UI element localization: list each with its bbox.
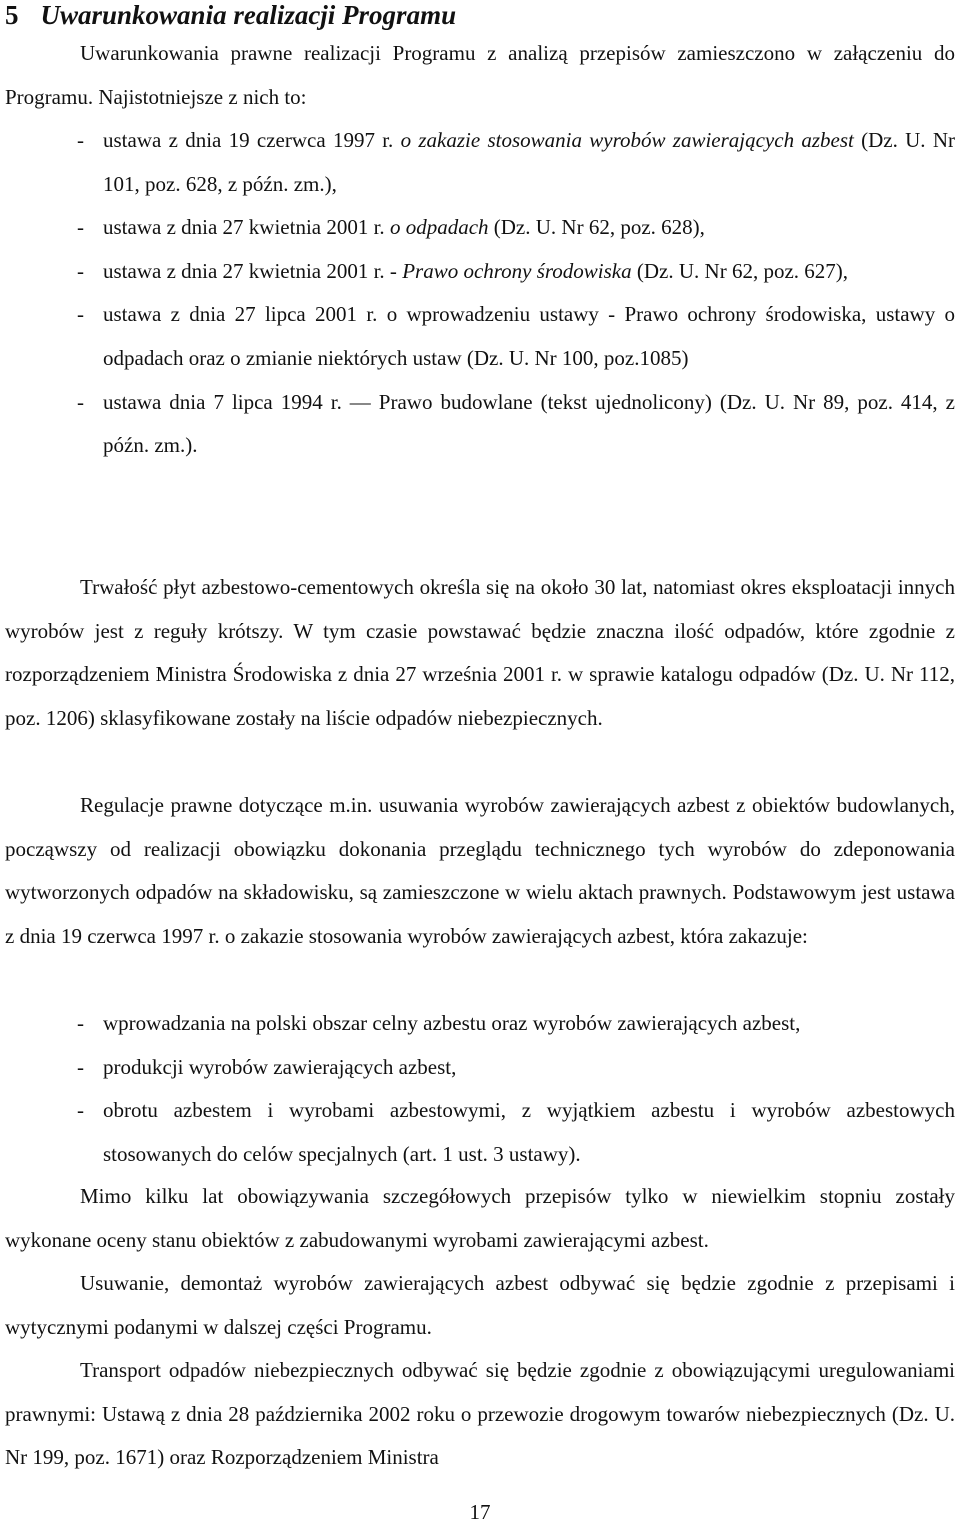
list-dash: -	[77, 1054, 84, 1079]
list-dash: -	[77, 215, 84, 240]
list-item: - obrotu azbestem i wyrobami azbestowymi, z wyjątkiem azbestu i wyrobów azbestowych stosowanych do celów specjalnych (art. 1 ust. 3 ustawy).	[5, 1089, 955, 1176]
list-dash: -	[77, 389, 84, 414]
list-dash: -	[77, 302, 84, 327]
list-dash: -	[77, 1011, 84, 1035]
section-number: 5	[5, 0, 19, 30]
section-heading	[5, 0, 456, 30]
list-item: - ustawa dnia 7 lipca 1994 r. — Prawo budowlane (tekst ujednolicony) (Dz. U. Nr 89, poz. 414, z późn. zm.).	[5, 381, 955, 468]
list-item: - wprowadzania na polski obszar celny azbestu oraz wyrobów zawierających azbest,	[5, 1002, 955, 1046]
paragraph-transport: Transport odpadów niebezpiecznych odbywać się będzie zgodnie z obowiązującymi uregulowaniami prawnymi: Ustawą z dnia 28 października 2002 roku o przewozie drogowym towarów niebezpiecznych (Dz. U. Nr 199, poz. 1671) oraz Rozporządzeniem Ministra	[5, 1358, 955, 1470]
paragraph-assessments: Mimo kilku lat obowiązywania szczegółowych przepisów tylko w niewielkim stopniu zostały wykonane oceny stanu obiektów z zabudowanymi wyrobami zawierającymi azbest.	[5, 1184, 955, 1252]
intro-paragraph: Uwarunkowania prawne realizacji Programu z analizą przepisów zamieszczono w załączeniu do Programu. Najistotniejsze z nich to:	[5, 41, 955, 109]
list-item: - produkcji wyrobów zawierających azbest,	[5, 1046, 955, 1090]
legal-acts-list	[5, 119, 955, 468]
page-number: 17	[469, 1500, 491, 1524]
paragraph-removal: Usuwanie, demontaż wyrobów zawierających azbest odbywać się będzie zgodnie z przepisami i wytycznymi podanymi w dalszej części Programu.	[5, 1271, 955, 1339]
paragraph-lifetime: Trwałość płyt azbestowo-cementowych określa się na około 30 lat, natomiast okres eksploatacji innych wyrobów jest z reguły krótszy. W tym czasie powstawać będzie znaczna ilość odpadów, które zgodnie z rozporządzeniem Ministra Środowiska z dnia 27 września 2001 r. w sprawie katalogu odpadów (Dz. U. Nr 112, poz. 1206) sklasyfikowane zostały na liście odpadów niebezpiecznych.	[5, 575, 955, 730]
list-item: - ustawa z dnia 27 kwietnia 2001 r. - Prawo ochrony środowiska (Dz. U. Nr 62, poz. 627),	[5, 250, 955, 294]
prohibitions-list	[5, 1002, 955, 1176]
list-dash: -	[77, 1098, 84, 1123]
list-dash: -	[77, 258, 84, 283]
list-item: - ustawa z dnia 27 lipca 2001 r. o wprowadzeniu ustawy - Prawo ochrony środowiska, ustawy o odpadach oraz o zmianie niektórych ustaw (Dz. U. Nr 100, poz.1085)	[5, 293, 955, 380]
list-item: - ustawa z dnia 19 czerwca 1997 r. o zakazie stosowania wyrobów zawierających azbest (Dz. U. Nr 101, poz. 628, z późn. zm.),	[5, 119, 955, 206]
paragraph-regulations: Regulacje prawne dotyczące m.in. usuwania wyrobów zawierających azbest z obiektów budowlanych, począwszy od realizacji obowiązku dokonania przeglądu technicznego tych wyrobów do zdeponowania wytworzonych odpadów na składowisku, są zamieszczone w wielu aktach prawnych. Podstawowym jest ustawa z dnia 19 czerwca 1997 r. o zakazie stosowania wyrobów zawierających azbest, która zakazuje:	[5, 793, 955, 948]
list-item: - ustawa z dnia 27 kwietnia 2001 r. o odpadach (Dz. U. Nr 62, poz. 628),	[5, 206, 955, 250]
list-dash: -	[77, 128, 84, 152]
section-title: Uwarunkowania realizacji Programu	[40, 0, 457, 30]
